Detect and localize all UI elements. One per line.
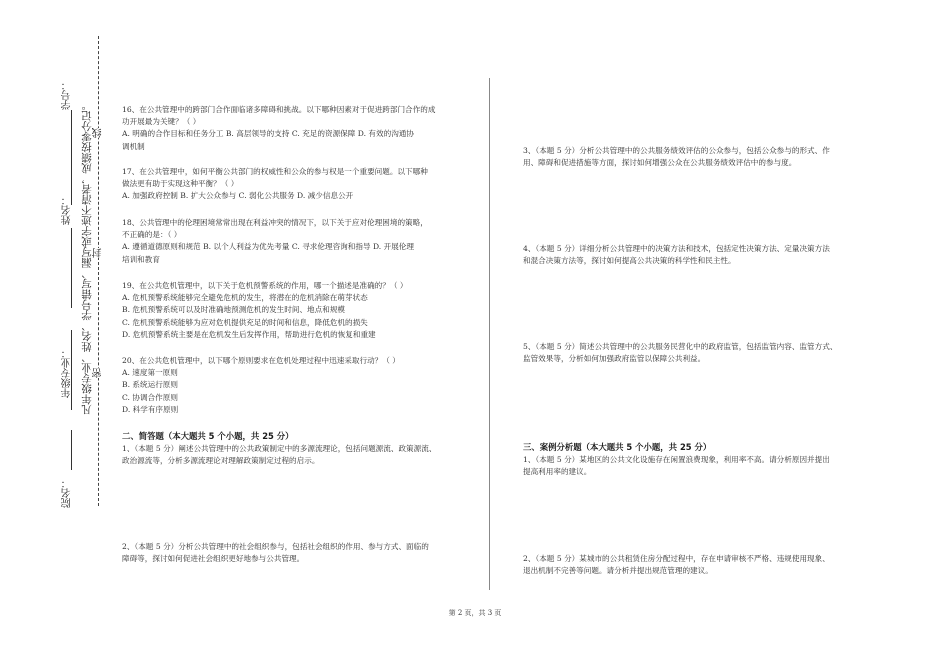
question-20 — [122, 355, 467, 416]
name-label: 姓名： — [62, 195, 73, 225]
left-column — [122, 104, 467, 584]
question-option: C. 协调合作原则 — [122, 392, 178, 402]
question-option: A. 危机预警系统能够完全避免危机的发生，将潜在的危机消除在萌芽状态 — [122, 293, 368, 303]
seal-char-3: 线 — [93, 128, 104, 138]
short-answer-1 — [122, 443, 467, 467]
case-analysis-text: 1、（本题 5 分）某地区的公共文化设施存在闲置浪费现象，利用率不高。请分析原因并提出 — [523, 455, 830, 464]
right-column — [523, 145, 868, 585]
case-analysis-2 — [523, 553, 868, 577]
short-answer-text: 障碍等，探讨如何促进社会组织更好地参与公共管理。 — [122, 554, 305, 564]
seal-dashed-line — [98, 36, 99, 506]
question-option: D. 危机预警系统主要是在危机发生后发挥作用，帮助进行危机的恢复和重建 — [122, 329, 376, 339]
question-option: 调机制 — [122, 141, 145, 151]
short-answer-5 — [523, 341, 868, 365]
student-id-line — [71, 110, 72, 205]
binding-strip — [0, 0, 120, 672]
question-option: A. 加强政府控制 B. 扩大公众参与 C. 弱化公共服务 D. 减少信息公开 — [122, 191, 354, 201]
student-id-label: 学号： — [62, 80, 73, 110]
question-option: B. 系统运行原则 — [122, 380, 178, 390]
name-line — [71, 228, 72, 308]
case-analysis-text: 提高利用率的建议。 — [523, 467, 592, 477]
short-answer-text: 5、（本题 5 分）简述公共管理中的公共服务民营化中的政府监管，包括监管内容、监管方式、 — [523, 342, 838, 351]
question-option: A. 明确的合作目标和任务分工 B. 高层领导的支持 C. 充足的资源保障 D. 有效的沟通协 — [122, 129, 414, 139]
question-option: 培训和教育 — [122, 254, 160, 264]
question-stem: 19、在公共危机管理中，以下关于危机预警系统的作用，哪一个描述是准确的？（ ） — [122, 281, 408, 290]
page-footer: 第 2 页，共 3 页 — [448, 609, 502, 617]
question-stem: 17、在公共管理中，如何平衡公共部门的权威性和公众的参与权是一个重要问题。以下哪种 — [122, 167, 428, 176]
case-analysis-1 — [523, 454, 868, 478]
short-answer-text: 政治源流等，分析多源流理论对理解政策制定过程的启示。 — [122, 456, 320, 466]
short-answer-3 — [523, 145, 868, 169]
seal-char-1: 密 — [93, 368, 104, 378]
question-option: C. 危机预警系统能够为应对危机提供充足的时间和信息，降低危机的损失 — [122, 317, 368, 327]
short-answer-2 — [122, 541, 467, 565]
question-stem: 不正确的是：（ ） — [122, 230, 182, 240]
question-stem: 18、公共管理中的伦理困境常常出现在利益冲突的情况下，以下关于应对伦理困境的策略， — [122, 218, 428, 227]
question-option: A. 速度第一原则 — [122, 368, 178, 378]
short-answer-text: 3、（本题 5 分）分析公共管理中的公共服务绩效评估的公众参与，包括公众参与的形式、作 — [523, 146, 830, 155]
short-answer-text: 4、（本题 5 分）详细分析公共管理中的决策方法和技术，包括定性决策方法、定量决策方法 — [523, 244, 830, 253]
question-stem: 16、在公共管理中的跨部门合作面临诸多障碍和挑战。以下哪种因素对于促进跨部门合作的成 — [122, 105, 436, 114]
short-answer-text: 监管效果等，分析如何加强政府监管以保障公共利益。 — [523, 354, 706, 364]
school-label: 院名： — [62, 478, 73, 508]
case-analysis-text: 退出机制不完善等问题。请分析并提出规范管理的建议。 — [523, 566, 713, 576]
school-line — [71, 430, 72, 470]
case-analysis-text: 2、（本题 5 分）某城市的公共租赁住房分配过程中，存在申请审核不严格、违规使用现象、 — [523, 554, 830, 563]
question-17 — [122, 166, 467, 203]
short-answer-text: 用、障碍和促进措施等方面，探讨如何增强公众在公共服务绩效评估中的参与度。 — [523, 158, 797, 168]
major-label: 年级专业： — [62, 348, 73, 398]
question-stem: 做法更有助于实现这种平衡？（ ） — [122, 179, 239, 189]
short-answer-text: 2、（本题 5 分）分析公共管理中的社会组织参与，包括社会组织的作用、参与方式、面临的 — [122, 542, 429, 551]
short-answer-4 — [523, 243, 868, 267]
short-answer-text: 1、（本题 5 分）阐述公共管理中的公共政策制定中的多源流理论，包括问题源流、政策源流、 — [122, 444, 437, 453]
binding-notice: 凡年级专业、姓名、学号错写、漏写或字迹不清者，成绩按零分记。 — [81, 100, 93, 415]
question-option: B. 危机预警系统可以及时准确地预测危机的发生时间、地点和规模 — [122, 305, 346, 315]
question-16 — [122, 104, 467, 153]
section-heading-short-answer: 二、简答题（本大题共 5 个小题，共 25 分） — [122, 431, 294, 441]
short-answer-text: 和混合决策方法等，探讨如何提高公共决策的科学性和民主性。 — [523, 256, 736, 266]
column-divider — [489, 78, 490, 590]
question-option: A. 遵循道德原则和规范 B. 以个人利益为优先考量 C. 寻求伦理咨询和指导 D. 开展伦理 — [122, 242, 414, 252]
question-19 — [122, 280, 467, 341]
question-stem: 功开展最为关键？（ ） — [122, 117, 201, 127]
seal-char-2: 封 — [93, 248, 104, 258]
section-heading-case-analysis: 三、案例分析题（本大题共 5 个小题，共 25 分） — [523, 442, 712, 452]
question-stem: 20、在公共危机管理中，以下哪个原则要求在危机处理过程中迅速采取行动？（ ） — [122, 356, 400, 365]
question-18 — [122, 217, 467, 266]
question-option: D. 科学有序原则 — [122, 404, 179, 414]
